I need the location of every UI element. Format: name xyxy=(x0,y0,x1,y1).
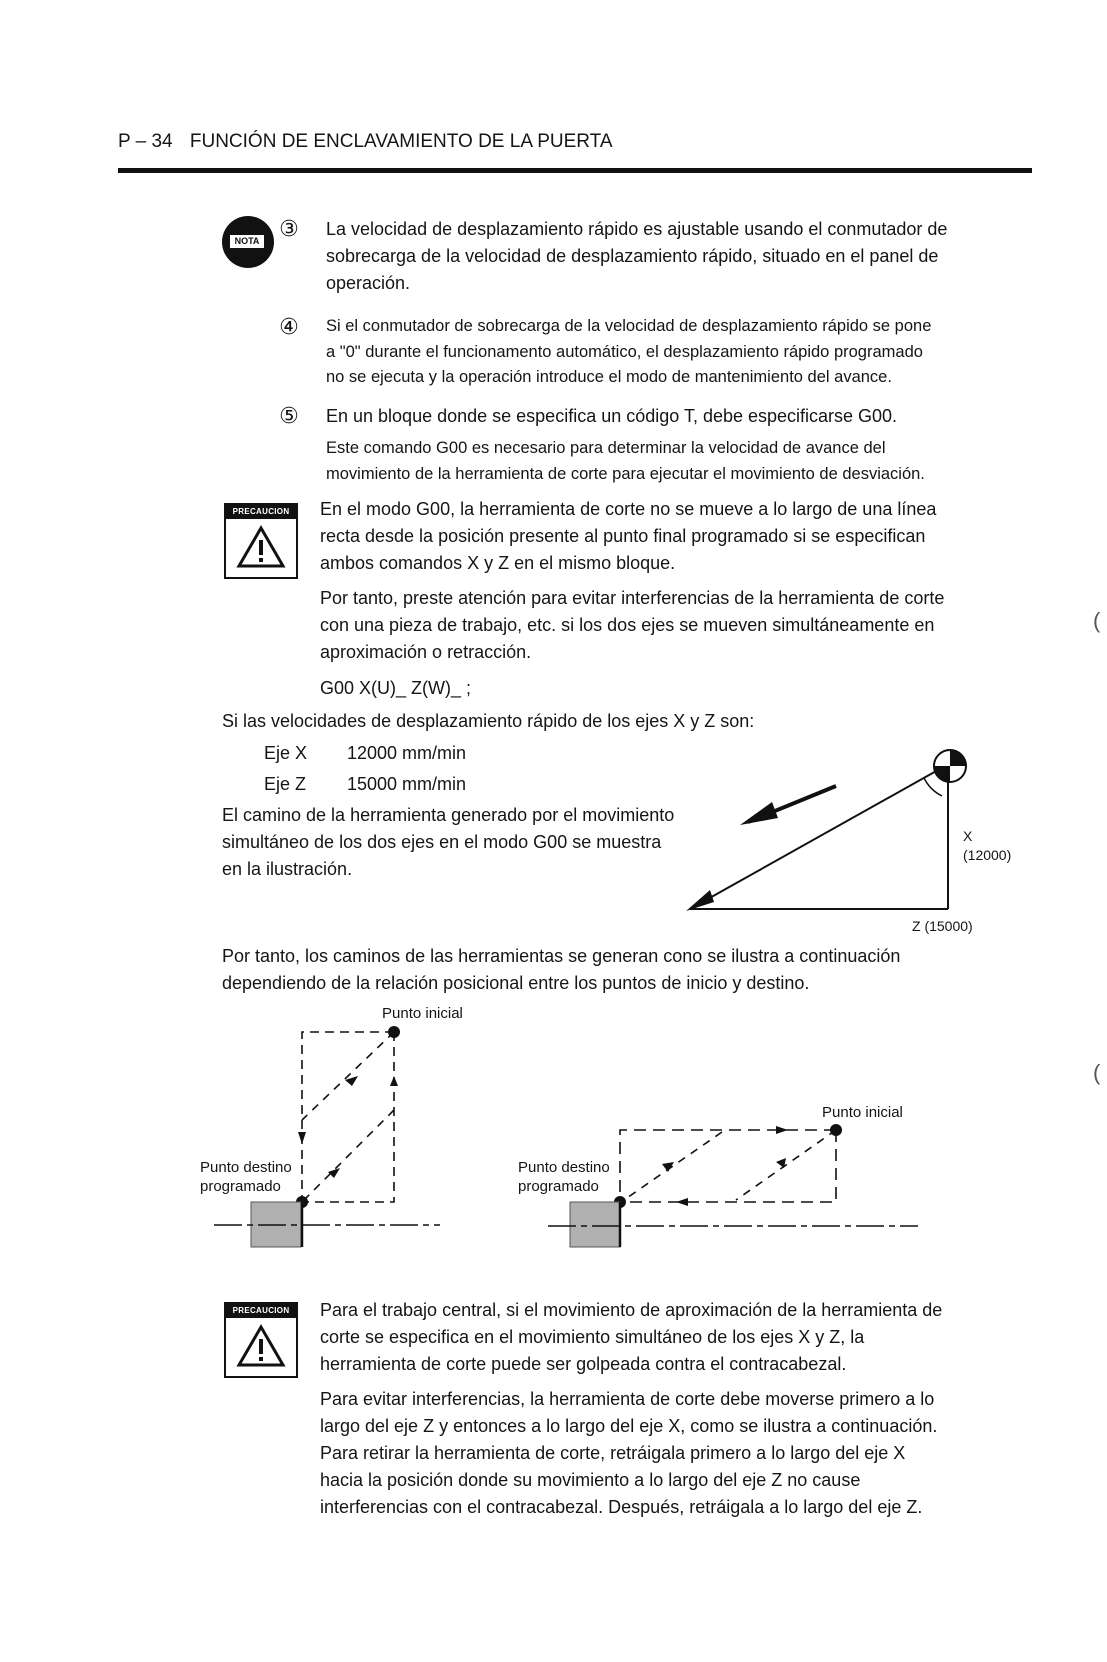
left-dest-line: programado xyxy=(200,1178,281,1195)
axis-x-name: Eje X xyxy=(264,743,308,763)
direction-arrow-head xyxy=(740,802,778,825)
caution-1-line: ambos comandos X y Z en el mismo bloque. xyxy=(320,553,676,573)
margin-mark: ( xyxy=(1093,608,1101,633)
caution-1-line: aproximación o retracción. xyxy=(320,642,532,662)
path-text xyxy=(222,802,674,883)
caution-1-para-1 xyxy=(320,496,936,577)
note-5-sub-line: Este comando G00 es necesario para determinar la velocidad de avance del xyxy=(326,439,886,457)
paths-intro-line: Por tanto, los caminos de las herramientas se generan cono se ilustra a continuación xyxy=(222,946,901,966)
nota-icon xyxy=(222,216,274,268)
caution-1-line: con una pieza de trabajo, etc. si los dos ejes se mueven simultáneamente en xyxy=(320,615,935,635)
note-3-line: La velocidad de desplazamiento rápido es ajustable usando el conmutador de xyxy=(326,219,948,239)
caution-2-line: hacia la posición donde su movimiento a lo largo del eje Z no cause xyxy=(320,1470,861,1490)
right-dest-line: Punto destino xyxy=(518,1159,610,1176)
caution-1-line: recta desde la posición presente al punto final programado si se especifican xyxy=(320,526,926,546)
margin-mark: ( xyxy=(1093,1060,1101,1085)
path-text-line: El camino de la herramienta generado por el movimiento xyxy=(222,805,675,825)
caution-2-line: interferencias con el contracabezal. Después, retráigala a lo largo del eje Z. xyxy=(320,1497,923,1517)
x-axis-label: X xyxy=(963,828,973,844)
right-dest-line: programado xyxy=(518,1178,599,1195)
left-dest-line: Punto destino xyxy=(200,1159,292,1176)
tool-start-icon xyxy=(934,750,966,782)
right-start-label: Punto inicial xyxy=(822,1104,903,1121)
caution-2-icon xyxy=(224,1302,298,1378)
note-5-sub-line: movimiento de la herramienta de corte para ejecutar el movimiento de desviación. xyxy=(326,464,925,483)
note-4-line: a "0" durante el funcionamento automático, el desplazamiento rápido programado xyxy=(326,342,923,361)
caution-1-line: En el modo G00, la herramienta de corte no se mueve a lo largo de una línea xyxy=(320,499,937,519)
path-text-line: en la ilustración. xyxy=(222,859,353,879)
caution-2-para-1 xyxy=(320,1297,942,1378)
warning-triangle-icon xyxy=(236,1324,286,1368)
caution-2-line: herramienta de corte puede ser golpeada contra el contracabezal. xyxy=(320,1354,847,1374)
path-end-arrow xyxy=(686,890,714,911)
caution-2-line: corte se especifica en el movimiento simultáneo de los ejes X y Z, la xyxy=(320,1327,865,1347)
note-4-line: no se ejecuta y la operación introduce el modo de mantenimiento del avance. xyxy=(326,368,892,386)
note-3-line: sobrecarga de la velocidad de desplazamiento rápido, situado en el panel de xyxy=(326,246,939,266)
caution-2-label: PRECAUCION xyxy=(226,1304,296,1318)
caution-2-line: Para evitar interferencias, la herramienta de corte debe moverse primero a lo xyxy=(320,1389,935,1409)
rapid-path-diagram xyxy=(670,740,1030,920)
caution-label: PRECAUCION xyxy=(226,505,296,519)
left-path-diagram xyxy=(200,1020,450,1260)
code-line: G00 X(U)_ Z(W)_ ; xyxy=(320,678,472,698)
page-number: P – 34 xyxy=(118,131,173,152)
note-5-sub xyxy=(326,436,925,487)
axis-x-speed: 12000 mm/min xyxy=(347,743,467,763)
note-4-line: Si el conmutador de sobrecarga de la velocidad de desplazamiento rápido se pone xyxy=(326,317,932,335)
right-path-diagram xyxy=(540,1110,920,1260)
caution-1-line: Por tanto, preste atención para evitar interferencias de la herramienta de corte xyxy=(320,588,945,608)
page-title: FUNCIÓN DE ENCLAVAMIENTO DE LA PUERTA xyxy=(189,131,613,152)
paths-intro xyxy=(222,943,900,997)
note-3-line: operación. xyxy=(326,273,411,293)
caution-1-para-2 xyxy=(320,585,944,666)
axis-z-name: Eje Z xyxy=(264,774,307,794)
left-start-label: Punto inicial xyxy=(382,1005,463,1022)
caution-icon xyxy=(224,503,298,579)
x-axis-value: (12000) xyxy=(963,847,1012,863)
note-3-text xyxy=(326,216,947,297)
diagonal-path-line xyxy=(690,770,938,909)
nota-label: NOTA xyxy=(230,235,264,248)
paths-intro-line: dependiendo de la relación posicional entre los puntos de inicio y destino. xyxy=(222,973,810,993)
note-5-number: ⑤ xyxy=(279,403,299,428)
note-4-text xyxy=(326,314,931,391)
path-text-line: simultáneo de los dos ejes en el modo G00 se muestra xyxy=(222,832,662,852)
caution-2-line: Para el trabajo central, si el movimiento de aproximación de la herramienta de xyxy=(320,1300,943,1320)
header-rule xyxy=(118,168,1032,173)
z-axis-label: Z (15000) xyxy=(912,918,973,934)
angle-arc xyxy=(924,778,942,796)
note-5-text: En un bloque donde se especifica un código T, debe especificarse G00. xyxy=(326,406,898,426)
note-4-number: ④ xyxy=(279,314,299,339)
caution-2-line: Para retirar la herramienta de corte, retráigala primero a lo largo del eje X xyxy=(320,1443,906,1463)
caution-2-para-2 xyxy=(320,1386,937,1521)
note-3-number: ③ xyxy=(279,216,299,241)
axis-z-speed: 15000 mm/min xyxy=(347,774,467,794)
warning-triangle-icon xyxy=(236,525,286,569)
page-header xyxy=(118,131,613,153)
rapid-intro: Si las velocidades de desplazamiento rápido de los ejes X y Z son: xyxy=(222,711,755,731)
caution-2-line: largo del eje Z y entonces a lo largo del eje X, como se ilustra a continuación. xyxy=(320,1416,938,1436)
